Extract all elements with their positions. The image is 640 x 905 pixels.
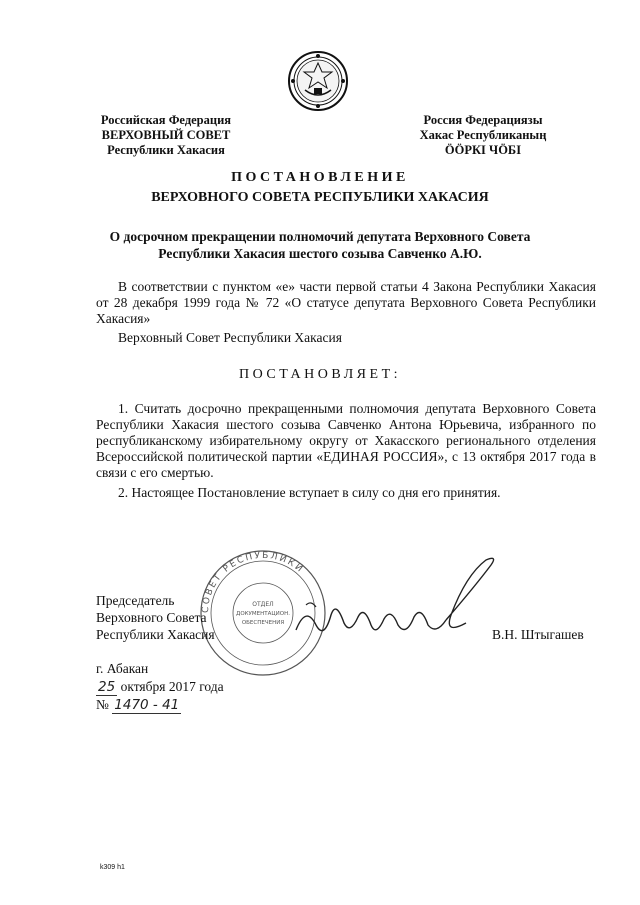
number-line — [96, 696, 224, 714]
header-left-line3: Республики Хакасия — [107, 143, 225, 157]
number-prefix: № — [96, 697, 109, 712]
footer-code: k309 h1 — [100, 864, 125, 871]
svg-text:ДОКУМЕНТАЦИОН.: ДОКУМЕНТАЦИОН. — [236, 611, 290, 617]
signatory-name: В.Н. Штыгашев — [492, 627, 584, 642]
decree-item: 2. Настоящее Постановление вступает в силу со дня его принятия. — [118, 485, 501, 500]
signatory-line1: Председатель — [96, 593, 175, 608]
place: г. Абакан — [96, 661, 149, 676]
svg-text:ОТДЕЛ: ОТДЕЛ — [252, 601, 274, 608]
header-left-line1: Российская Федерация — [100, 113, 232, 127]
signatory-line3: Республики Хакасия — [96, 627, 215, 642]
coat-of-arms-emblem — [287, 50, 349, 112]
header-right-line2: Хакас Республиканың — [419, 128, 547, 142]
svg-text:ОБЕСПЕЧЕНИЯ: ОБЕСПЕЧЕНИЯ — [241, 620, 285, 626]
decree-item: 1. Считать досрочно прекращенными полномочия депутата Верховного Совета Республики Хакасия шестого созыва Савченко Антона Юрьевича, избранного по республиканскому избирательному округу от Хакасского регионального отделения Всероссийской политической партии «ЕДИНАЯ РОССИЯ», с 13 октября 2017 года в связи с его смертью. — [96, 401, 596, 480]
signatory-title — [96, 592, 215, 643]
subject-line1: О досрочном прекращении полномочий депутата Верховного Совета — [109, 229, 531, 244]
handwritten-signature — [276, 545, 506, 655]
preamble-paragraph: В соответствии с пунктом «е» части первой статьи 4 Закона Республики Хакасия от 28 декабря 1999 года № 72 «О статусе депутата Верховного Совета Республики Хакасия» — [96, 279, 596, 326]
subject-line2: Республики Хакасия шестого созыва Савченко А.Ю. — [158, 246, 482, 261]
header-right — [413, 113, 553, 158]
date-rest: октября 2017 года — [120, 679, 224, 694]
place-date-number — [96, 660, 224, 714]
date-line — [96, 678, 224, 696]
header-right-line3: ӦӦРКІ ЧӦБІ — [444, 143, 522, 157]
signatory-line2: Верховного Совета — [96, 610, 207, 625]
issuer-paragraph: Верховный Совет Республики Хакасия — [118, 330, 342, 345]
header-left — [96, 113, 236, 158]
svg-text:СОВЕТ РЕСПУБЛИКИ: СОВЕТ РЕСПУБЛИКИ — [200, 550, 306, 614]
header-right-line1: Россия Федерациязы — [423, 113, 543, 127]
header-left-line2: ВЕРХОВНЫЙ СОВЕТ — [101, 128, 231, 142]
date-day-handwritten: 25 — [98, 679, 116, 695]
document-title — [100, 168, 540, 208]
document-subject — [100, 228, 540, 262]
decree-heading: ПОСТАНОВЛЯЕТ: — [238, 367, 402, 382]
number-handwritten: 1470 - 41 — [114, 697, 180, 713]
title-line2: ВЕРХОВНОГО СОВЕТА РЕСПУБЛИКИ ХАКАСИЯ — [151, 190, 489, 205]
title-line1: ПОСТАНОВЛЕНИЕ — [231, 170, 409, 185]
